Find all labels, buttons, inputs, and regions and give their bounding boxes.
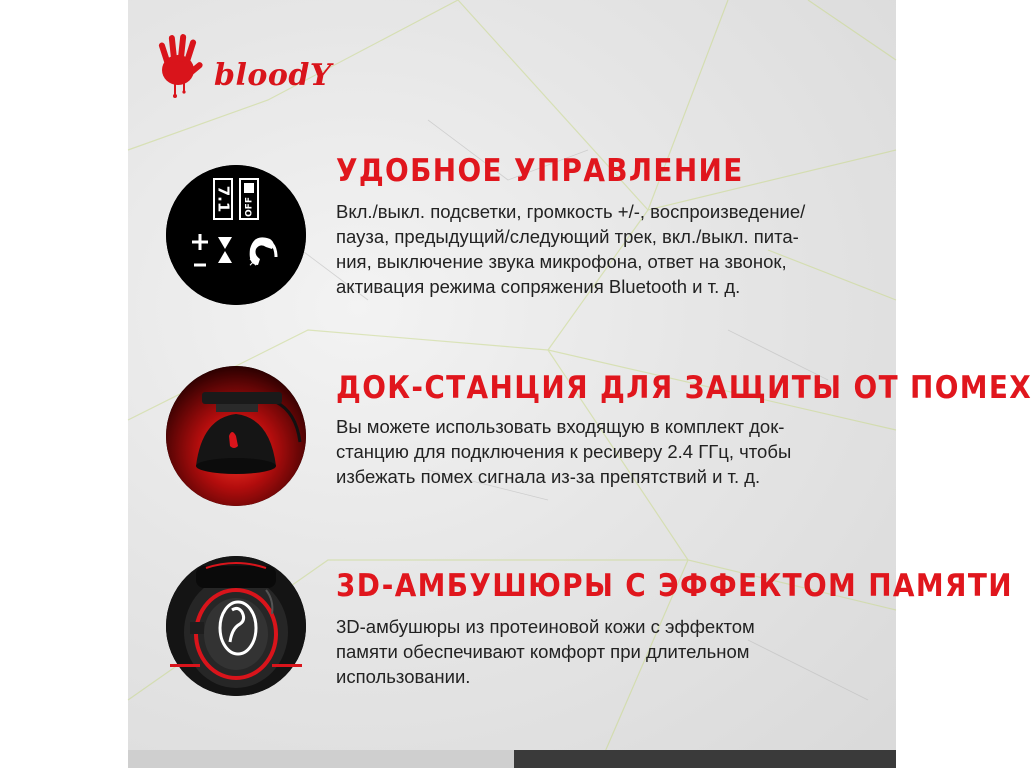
dock-station-icon bbox=[166, 366, 306, 506]
svg-text:×: × bbox=[248, 255, 259, 269]
feature-description bbox=[336, 199, 876, 299]
bottom-strip-light bbox=[128, 750, 514, 768]
description-line: Вкл./выкл. подсветки, громкость +/-, воспроизведение/ bbox=[336, 201, 806, 222]
ear-cushion-icon bbox=[166, 556, 306, 696]
brand-name: bloodY bbox=[214, 58, 332, 93]
surround-label: 7.1 bbox=[214, 185, 233, 213]
feature-title: 3D-АМБУШЮРЫ С ЭФФЕКТОМ ПАМЯТИ bbox=[336, 568, 1013, 604]
product-feature-panel bbox=[128, 0, 1032, 768]
feature-title: УДОБНОЕ УПРАВЛЕНИЕ bbox=[336, 153, 744, 189]
description-line: избежать помех сигнала из-за препятствий и т. д. bbox=[336, 466, 761, 487]
description-line: активация режима сопряжения Bluetooth и т. д. bbox=[336, 276, 741, 297]
description-line: станцию для подключения к ресиверу 2.4 ГГц, чтобы bbox=[336, 441, 792, 462]
brand-logo bbox=[156, 32, 336, 104]
description-line: пауза, предыдущий/следующий трек, вкл./выкл. пита- bbox=[336, 226, 799, 247]
feature-description bbox=[336, 414, 876, 489]
bottom-strip-dark bbox=[514, 750, 896, 768]
description-line: использовании. bbox=[336, 666, 471, 687]
description-line: 3D-амбушюры из протеиновой кожи с эффектом bbox=[336, 616, 755, 637]
bloody-hand-icon bbox=[156, 32, 208, 98]
controls-icon bbox=[166, 165, 306, 305]
description-line: ния, выключение звука микрофона, ответ на звонок, bbox=[336, 251, 787, 272]
switch-off-label: OFF bbox=[244, 197, 255, 217]
feature-description bbox=[336, 614, 876, 689]
feature-title: ДОК-СТАНЦИЯ ДЛЯ ЗАЩИТЫ ОТ ПОМЕХ bbox=[336, 370, 1032, 406]
description-line: памяти обеспечивают комфорт при длительном bbox=[336, 641, 750, 662]
description-line: Вы можете использовать входящую в комплект док- bbox=[336, 416, 785, 437]
